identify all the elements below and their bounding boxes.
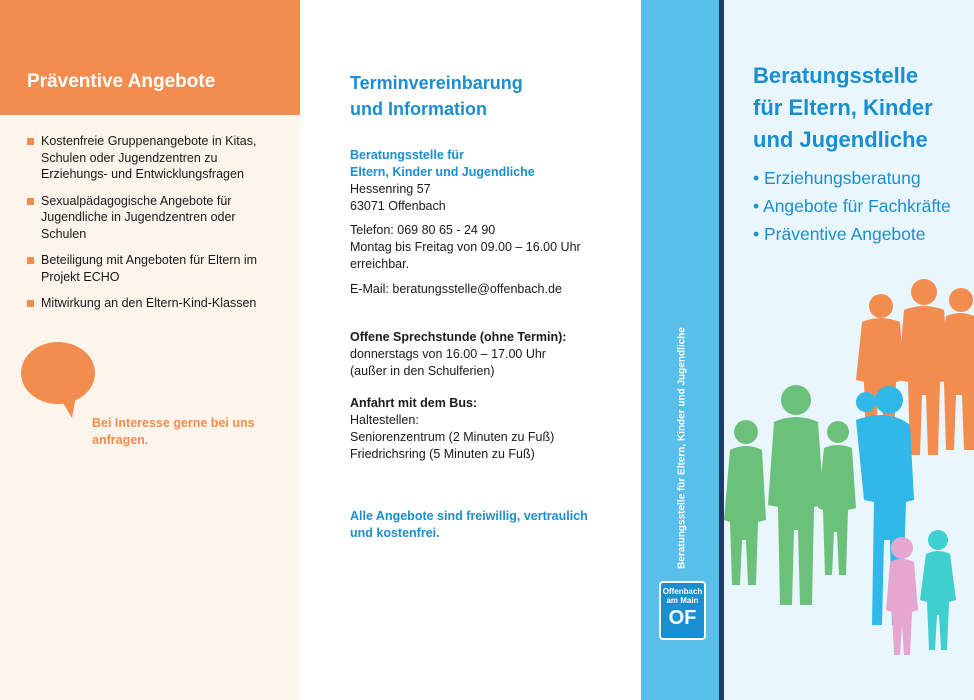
square-bullet-icon xyxy=(27,198,34,205)
speech-bubble-icon xyxy=(20,340,102,420)
list-item: Beteiligung mit Angeboten für Eltern im Projekt ECHO xyxy=(27,252,277,285)
left-panel xyxy=(0,0,300,700)
teal-figure xyxy=(920,530,956,650)
list-item: Sexualpädagogische Angebote für Jugendliche in Jugendzentren oder Schulen xyxy=(27,193,277,243)
service-list xyxy=(753,164,951,248)
footer-note: Alle Angebote sind freiwillig, vertraulich und kostenfrei. xyxy=(350,509,588,540)
list-item: Mitwirkung an den Eltern-Kind-Klassen xyxy=(27,295,277,312)
left-header xyxy=(0,0,300,115)
spine-title: Beratungsstelle für Eltern, Kinder und Jugendliche xyxy=(676,327,688,569)
cta-text: Bei Interesse gerne bei uns anfragen. xyxy=(92,416,255,447)
contact-title: Terminvereinbarung und Information xyxy=(350,73,523,119)
phone-number: Telefon: 069 80 65 - 24 90 xyxy=(350,223,496,237)
list-item: • Angebote für Fachkräfte xyxy=(753,196,951,216)
square-bullet-icon xyxy=(27,300,34,307)
left-title: Präventive Angebote xyxy=(27,71,216,92)
family-silhouettes-illustration xyxy=(724,270,974,700)
cover-title: Beratungsstelle für Eltern, Kinder und Jugendliche xyxy=(753,63,933,152)
bus-block: Anfahrt mit dem Bus: Haltestellen: Seniorenzentrum (2 Minuten zu Fuß) Friedrichsring (5 Minuten zu Fuß) xyxy=(350,396,555,461)
phone-block: Telefon: 069 80 65 - 24 90 Montag bis Freitag von 09.00 – 16.00 Uhr erreichbar. xyxy=(350,222,610,273)
list-item: • Präventive Angebote xyxy=(753,224,926,244)
square-bullet-icon xyxy=(27,257,34,264)
green-figures xyxy=(724,385,856,605)
email-line: E-Mail: beratungsstelle@offenbach.de xyxy=(350,282,562,296)
list-item: Kostenfreie Gruppenangebote in Kitas, Schulen oder Jugendzentren zu Erziehungs- und Entwicklungsfragen xyxy=(27,133,277,183)
square-bullet-icon xyxy=(27,138,34,145)
offer-list xyxy=(27,133,277,322)
offenbach-logo: Offenbach am Main OF xyxy=(659,581,706,640)
address-block: Beratungsstelle für Eltern, Kinder und Jugendliche Hessenring 57 63071 Offenbach xyxy=(350,148,535,213)
consultation-block: Offene Sprechstunde (ohne Termin): donnerstags von 16.00 – 17.00 Uhr (außer in den Schulferien) xyxy=(350,330,567,378)
list-item: • Erziehungsberatung xyxy=(753,168,921,188)
